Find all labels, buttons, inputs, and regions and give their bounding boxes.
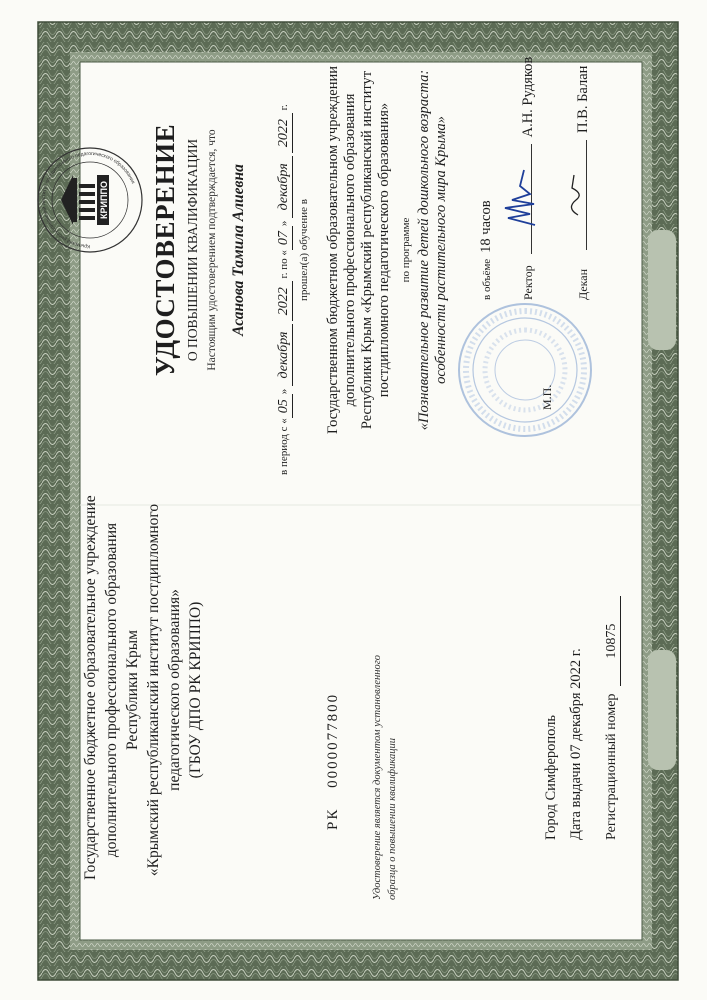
to-day: 07: [276, 226, 293, 250]
reg-number: 10875: [604, 596, 621, 686]
series-label: РК: [325, 807, 341, 830]
krippo-logo: [35, 145, 145, 255]
logo-text: КРИППО: [99, 181, 109, 219]
org-line: Государственное бюджетное образовательное учреждение: [82, 495, 99, 880]
from-month: декабря: [276, 324, 293, 386]
institution-line: Республики Крым «Крымский республиканский институт: [359, 70, 375, 430]
org-line: Республики Крым: [124, 630, 141, 750]
note-line: Удостоверение является документом установленного: [372, 654, 383, 900]
passed-training-text: прошел(а) обучение в: [298, 199, 310, 301]
official-seal: [455, 300, 595, 440]
quote: »: [278, 388, 290, 395]
training-volume: [478, 200, 495, 300]
confirmation-text: Настоящим удостоверением подтверждается, что: [206, 129, 218, 371]
program-line: «Познавательное развитие детей дошкольного возраста:: [416, 69, 432, 431]
dean-signature: [560, 170, 590, 220]
program-title: [416, 0, 450, 500]
period-prefix: в период с «: [278, 418, 290, 475]
rector-label: Ректор: [521, 265, 535, 300]
stamp-place-label: М.П.: [540, 384, 554, 410]
note-line: образца о повышении квалификации: [387, 737, 398, 900]
by-program-label: по программе: [400, 217, 412, 283]
issue-date: Дата выдачи 07 декабря 2022 г.: [568, 648, 584, 840]
institution-name: [325, 0, 393, 500]
logo-ring-text: Крымский республиканский институт постдипломного педагогического образования: [40, 150, 136, 250]
rector-signature: [500, 160, 545, 230]
certificate-title: УДОСТОВЕРЕНИЕ: [150, 123, 180, 377]
dean-label: Декан: [576, 268, 590, 300]
reg-label: Регистрационный номер: [604, 693, 619, 840]
institution-line: Государственном бюджетном образовательном учреждении: [325, 65, 341, 435]
quote: »: [278, 220, 290, 227]
period-mid: г. по «: [278, 250, 290, 279]
volume-label: в объёме: [481, 258, 493, 300]
document-note: [370, 580, 400, 900]
program-line: особенности растительного мира Крыма»: [433, 116, 449, 384]
series-number: 0000077800: [325, 692, 341, 788]
registration-number: [604, 596, 621, 840]
rector-name: А.Н. Рудяков: [520, 56, 536, 138]
document-series: [325, 693, 342, 830]
volume-value: 18 часов: [478, 200, 494, 253]
org-line: педагогического образования»: [166, 589, 183, 791]
city: Город Симферополь: [543, 714, 559, 840]
org-line: «Крымский республиканский институт постдипломного: [145, 503, 162, 877]
dean-name: П.В. Балан: [575, 65, 591, 133]
certificate-subtitle: О ПОВЫШЕНИИ КВАЛИФИКАЦИИ: [185, 138, 200, 362]
recipient-name: Асанова Тамила Алиевна: [230, 164, 247, 336]
org-line: дополнительного профессионального образования: [103, 522, 120, 858]
institution-line: постдипломного педагогического образования»: [376, 102, 392, 398]
issuer-organization: [80, 495, 206, 880]
training-period: [276, 104, 293, 475]
org-line: (ГБОУ ДПО РК КРИППО): [187, 601, 204, 779]
to-month: декабря: [276, 156, 293, 218]
from-day: 05: [276, 394, 293, 418]
institution-line: дополнительного профессионального образования: [342, 93, 358, 407]
to-year: 2022: [276, 113, 293, 153]
from-year: 2022: [276, 281, 293, 321]
period-suffix: г.: [278, 104, 290, 111]
